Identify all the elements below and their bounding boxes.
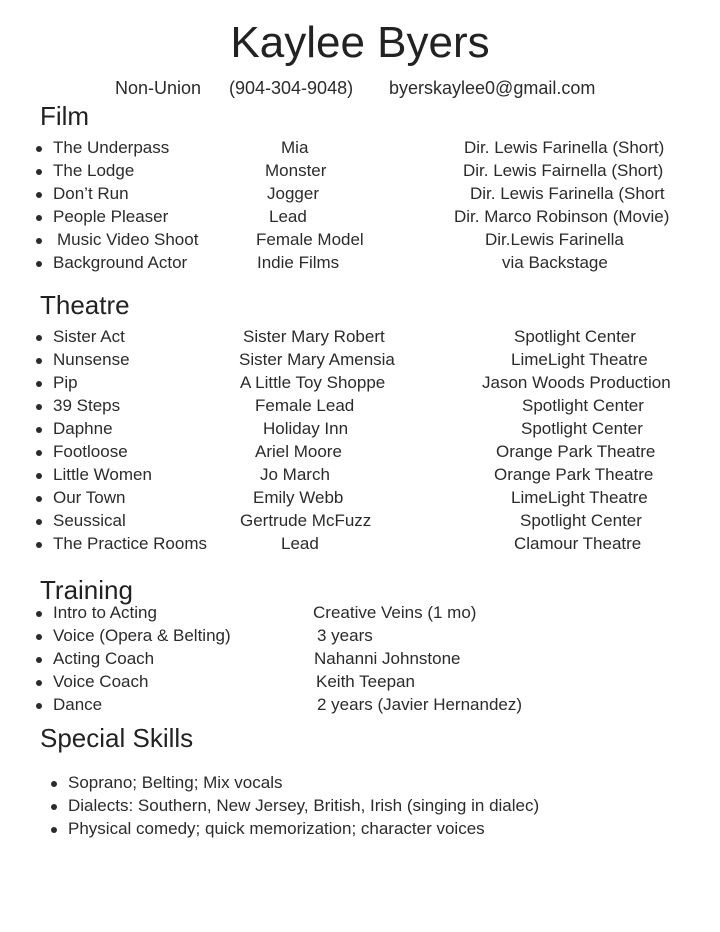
theatre-role: A Little Toy Shoppe [240,373,386,392]
film-row [0,138,720,161]
theatre-venue: Jason Woods Production [482,373,671,392]
theatre-project: Sister Act [53,327,125,346]
theatre-venue: Clamour Theatre [514,534,642,553]
bullet-icon [36,215,42,221]
bullet-icon [36,169,42,175]
training-detail: Nahanni Johnstone [314,649,461,668]
film-project: The Lodge [53,161,135,180]
bullet-icon [51,827,57,833]
film-project: The Underpass [53,138,170,157]
film-credit: Dir. Lewis Farinella (Short) [464,138,665,157]
film-credit: Dir. Lewis Fairnella (Short) [463,161,664,180]
film-role: Monster [265,161,327,180]
theatre-project: Our Town [53,488,126,507]
film-project: Don’t Run [53,184,129,203]
bullet-icon [36,703,42,709]
training-item: Dance [53,695,103,714]
theatre-project: Pip [53,373,78,392]
theatre-row [0,511,720,534]
training-detail: Creative Veins (1 mo) [313,603,477,622]
bullet-icon [36,404,42,410]
bullet-icon [51,781,57,787]
film-row [0,230,720,253]
theatre-venue: Orange Park Theatre [496,442,656,461]
bullet-icon [36,473,42,479]
theatre-role: Ariel Moore [255,442,342,461]
film-role: Jogger [267,184,319,203]
film-role: Lead [269,207,307,226]
theatre-row [0,350,720,373]
film-row [0,207,720,230]
skill-item [0,819,720,842]
film-role: Indie Films [257,253,340,272]
theatre-row [0,373,720,396]
theatre-role: Holiday Inn [263,419,349,438]
training-row [0,603,720,626]
film-project: Background Actor [53,253,188,272]
training-row [0,649,720,672]
bullet-icon [36,450,42,456]
theatre-project: 39 Steps [53,396,121,415]
bullet-icon [36,680,42,686]
section-title-training: Training [40,575,133,605]
bullet-icon [36,358,42,364]
training-item: Acting Coach [53,649,155,668]
bullet-icon [36,381,42,387]
film-project: Music Video Shoot [57,230,199,249]
theatre-row [0,419,720,442]
theatre-row [0,488,720,511]
theatre-project: Seussical [53,511,126,530]
theatre-venue: Spotlight Center [520,511,642,530]
bullet-icon [36,238,42,244]
theatre-row [0,442,720,465]
bullet-icon [36,427,42,433]
theatre-project: Little Women [53,465,152,484]
resume-name: Kaylee Byers [230,18,490,67]
bullet-icon [36,634,42,640]
bullet-icon [36,192,42,198]
film-credit: Dir.Lewis Farinella [485,230,624,249]
section-title-film: Film [40,101,90,131]
training-row [0,695,720,718]
skill-item [0,773,720,796]
training-item: Intro to Acting [53,603,157,622]
theatre-role: Gertrude McFuzz [240,511,372,530]
theatre-role: Lead [281,534,319,553]
skill-item [0,796,720,819]
theatre-row [0,327,720,350]
film-credit: Dir. Lewis Farinella (Short [470,184,665,203]
theatre-row [0,396,720,419]
theatre-role: Jo March [260,465,330,484]
theatre-role: Emily Webb [253,488,344,507]
skill-text: Soprano; Belting; Mix vocals [68,773,283,792]
training-detail: 3 years [317,626,373,645]
section-title-special-skills: Special Skills [40,723,194,753]
training-item: Voice Coach [53,672,149,691]
training-detail: Keith Teepan [316,672,415,691]
training-row [0,672,720,695]
theatre-project: Nunsense [53,350,130,369]
theatre-project: The Practice Rooms [53,534,207,553]
theatre-venue: Spotlight Center [521,419,643,438]
bullet-icon [36,519,42,525]
film-role: Mia [281,138,309,157]
union-status: Non-Union [115,78,202,98]
training-row [0,626,720,649]
bullet-icon [36,542,42,548]
theatre-project: Footloose [53,442,128,461]
theatre-row [0,534,720,557]
theatre-project: Daphne [53,419,113,438]
film-credit: via Backstage [502,253,608,272]
theatre-venue: LimeLight Theatre [511,488,648,507]
theatre-venue: Orange Park Theatre [494,465,654,484]
skill-text: Physical comedy; quick memorization; character voices [68,819,485,838]
bullet-icon [36,611,42,617]
training-item: Voice (Opera & Belting) [53,626,231,645]
film-row [0,184,720,207]
theatre-venue: Spotlight Center [522,396,644,415]
bullet-icon [36,335,42,341]
bullet-icon [36,657,42,663]
film-credit: Dir. Marco Robinson (Movie) [454,207,670,226]
film-role: Female Model [256,230,364,249]
skill-text: Dialects: Southern, New Jersey, British, Irish (singing in dialec) [68,796,540,815]
theatre-venue: Spotlight Center [514,327,636,346]
film-project: People Pleaser [53,207,169,226]
section-title-theatre: Theatre [40,290,130,320]
theatre-row [0,465,720,488]
film-row [0,253,720,276]
bullet-icon [36,146,42,152]
bullet-icon [51,804,57,810]
bullet-icon [36,261,42,267]
bullet-icon [36,496,42,502]
phone-number: (904-304-9048) [229,78,354,98]
film-row [0,161,720,184]
theatre-venue: LimeLight Theatre [511,350,648,369]
email-address: byerskaylee0@gmail.com [389,78,596,98]
training-detail: 2 years (Javier Hernandez) [317,695,523,714]
theatre-role: Female Lead [255,396,355,415]
theatre-role: Sister Mary Amensia [239,350,395,369]
theatre-role: Sister Mary Robert [243,327,385,346]
